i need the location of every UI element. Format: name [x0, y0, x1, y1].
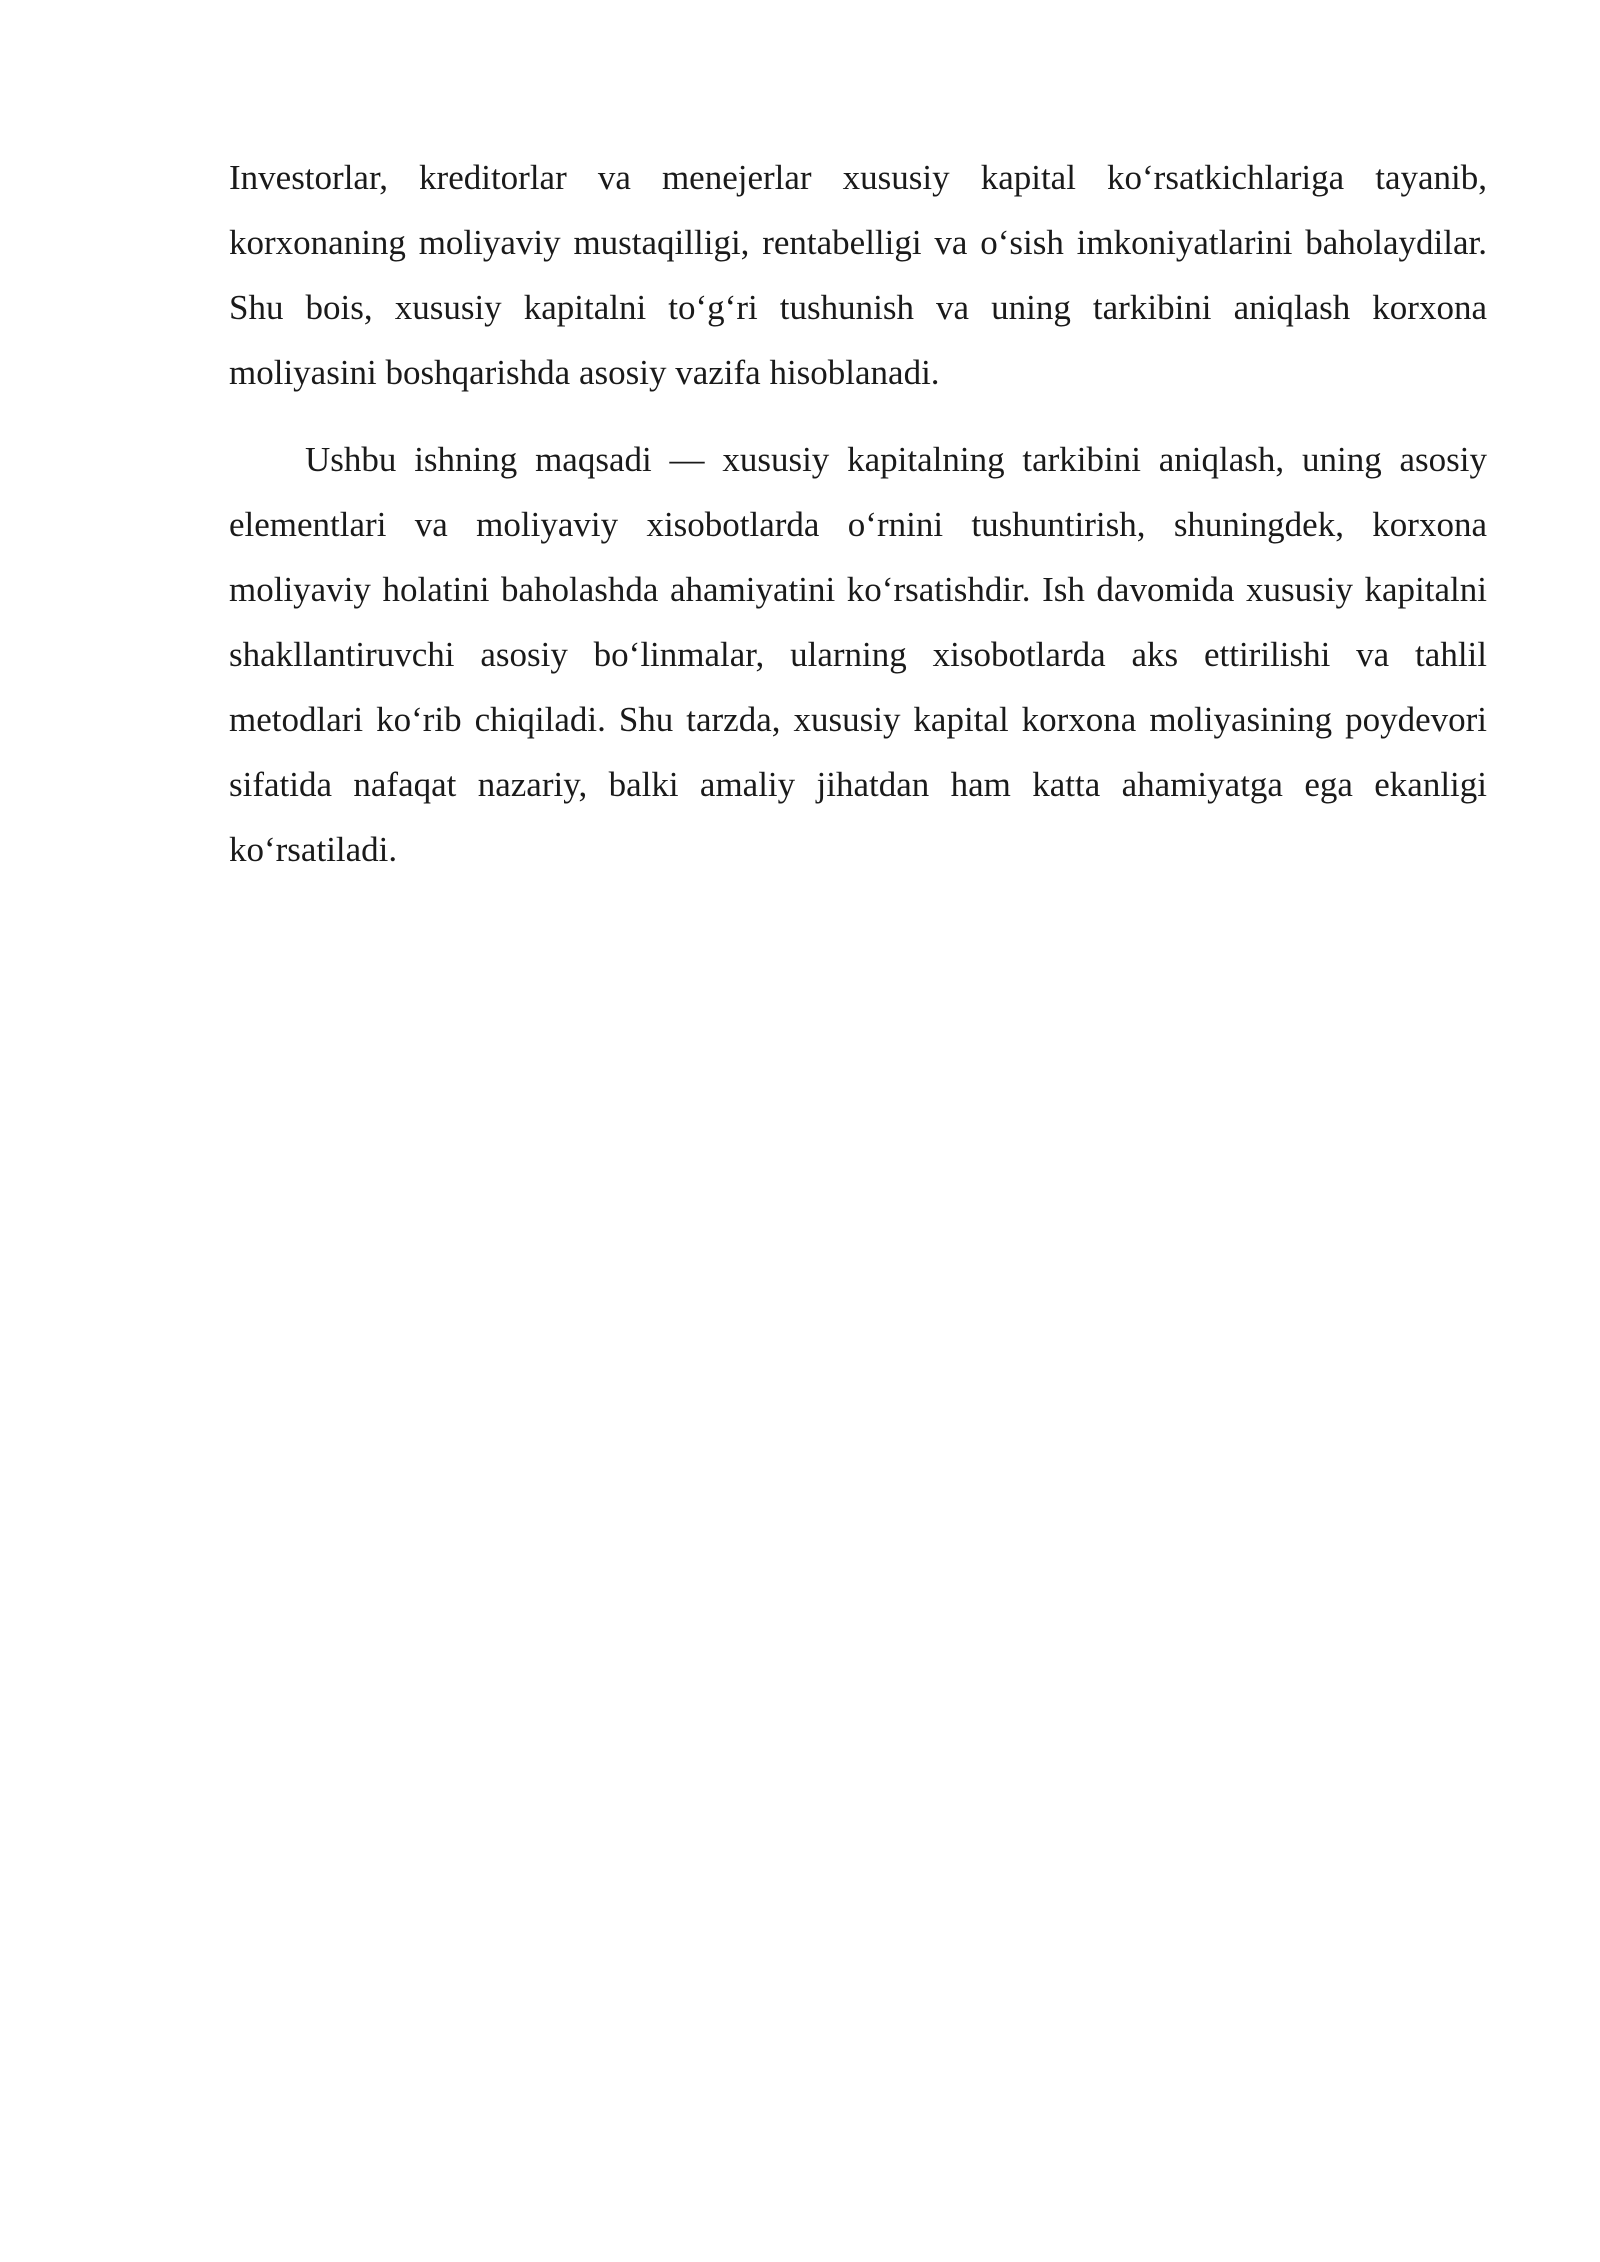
- document-body: [229, 145, 1487, 882]
- paragraph-investors: Investorlar, kreditorlar va menejerlar xususiy kapital ko‘rsatkichlariga tayanib, korxonaning moliyaviy mustaqilligi, rentabelligi va o‘sish imkoniyatlarini baholaydilar. Shu bois, xususiy kapitalni to‘g‘ri tushunish va uning tarkibini aniqlash korxona moliyasini boshqarishda asosiy vazifa hisoblanadi.: [229, 158, 1487, 392]
- paragraph-purpose: Ushbu ishning maqsadi — xususiy kapitalning tarkibini aniqlash, uning asosiy elementlari va moliyaviy xisobotlarda o‘rnini tushuntirish, shuningdek, korxona moliyaviy holatini baholashda ahamiyatini ko‘rsatishdir. Ish davomida xususiy kapitalni shakllantiruvchi asosiy bo‘linmalar, ularning xisobotlarda aks ettirilishi va tahlil metodlari ko‘rib chiqiladi. Shu tarzda, xususiy kapital korxona moliyasining poydevori sifatida nafaqat nazariy, balki amaliy jihatdan ham katta ahamiyatga ega ekanligi ko‘rsatiladi.: [229, 440, 1487, 869]
